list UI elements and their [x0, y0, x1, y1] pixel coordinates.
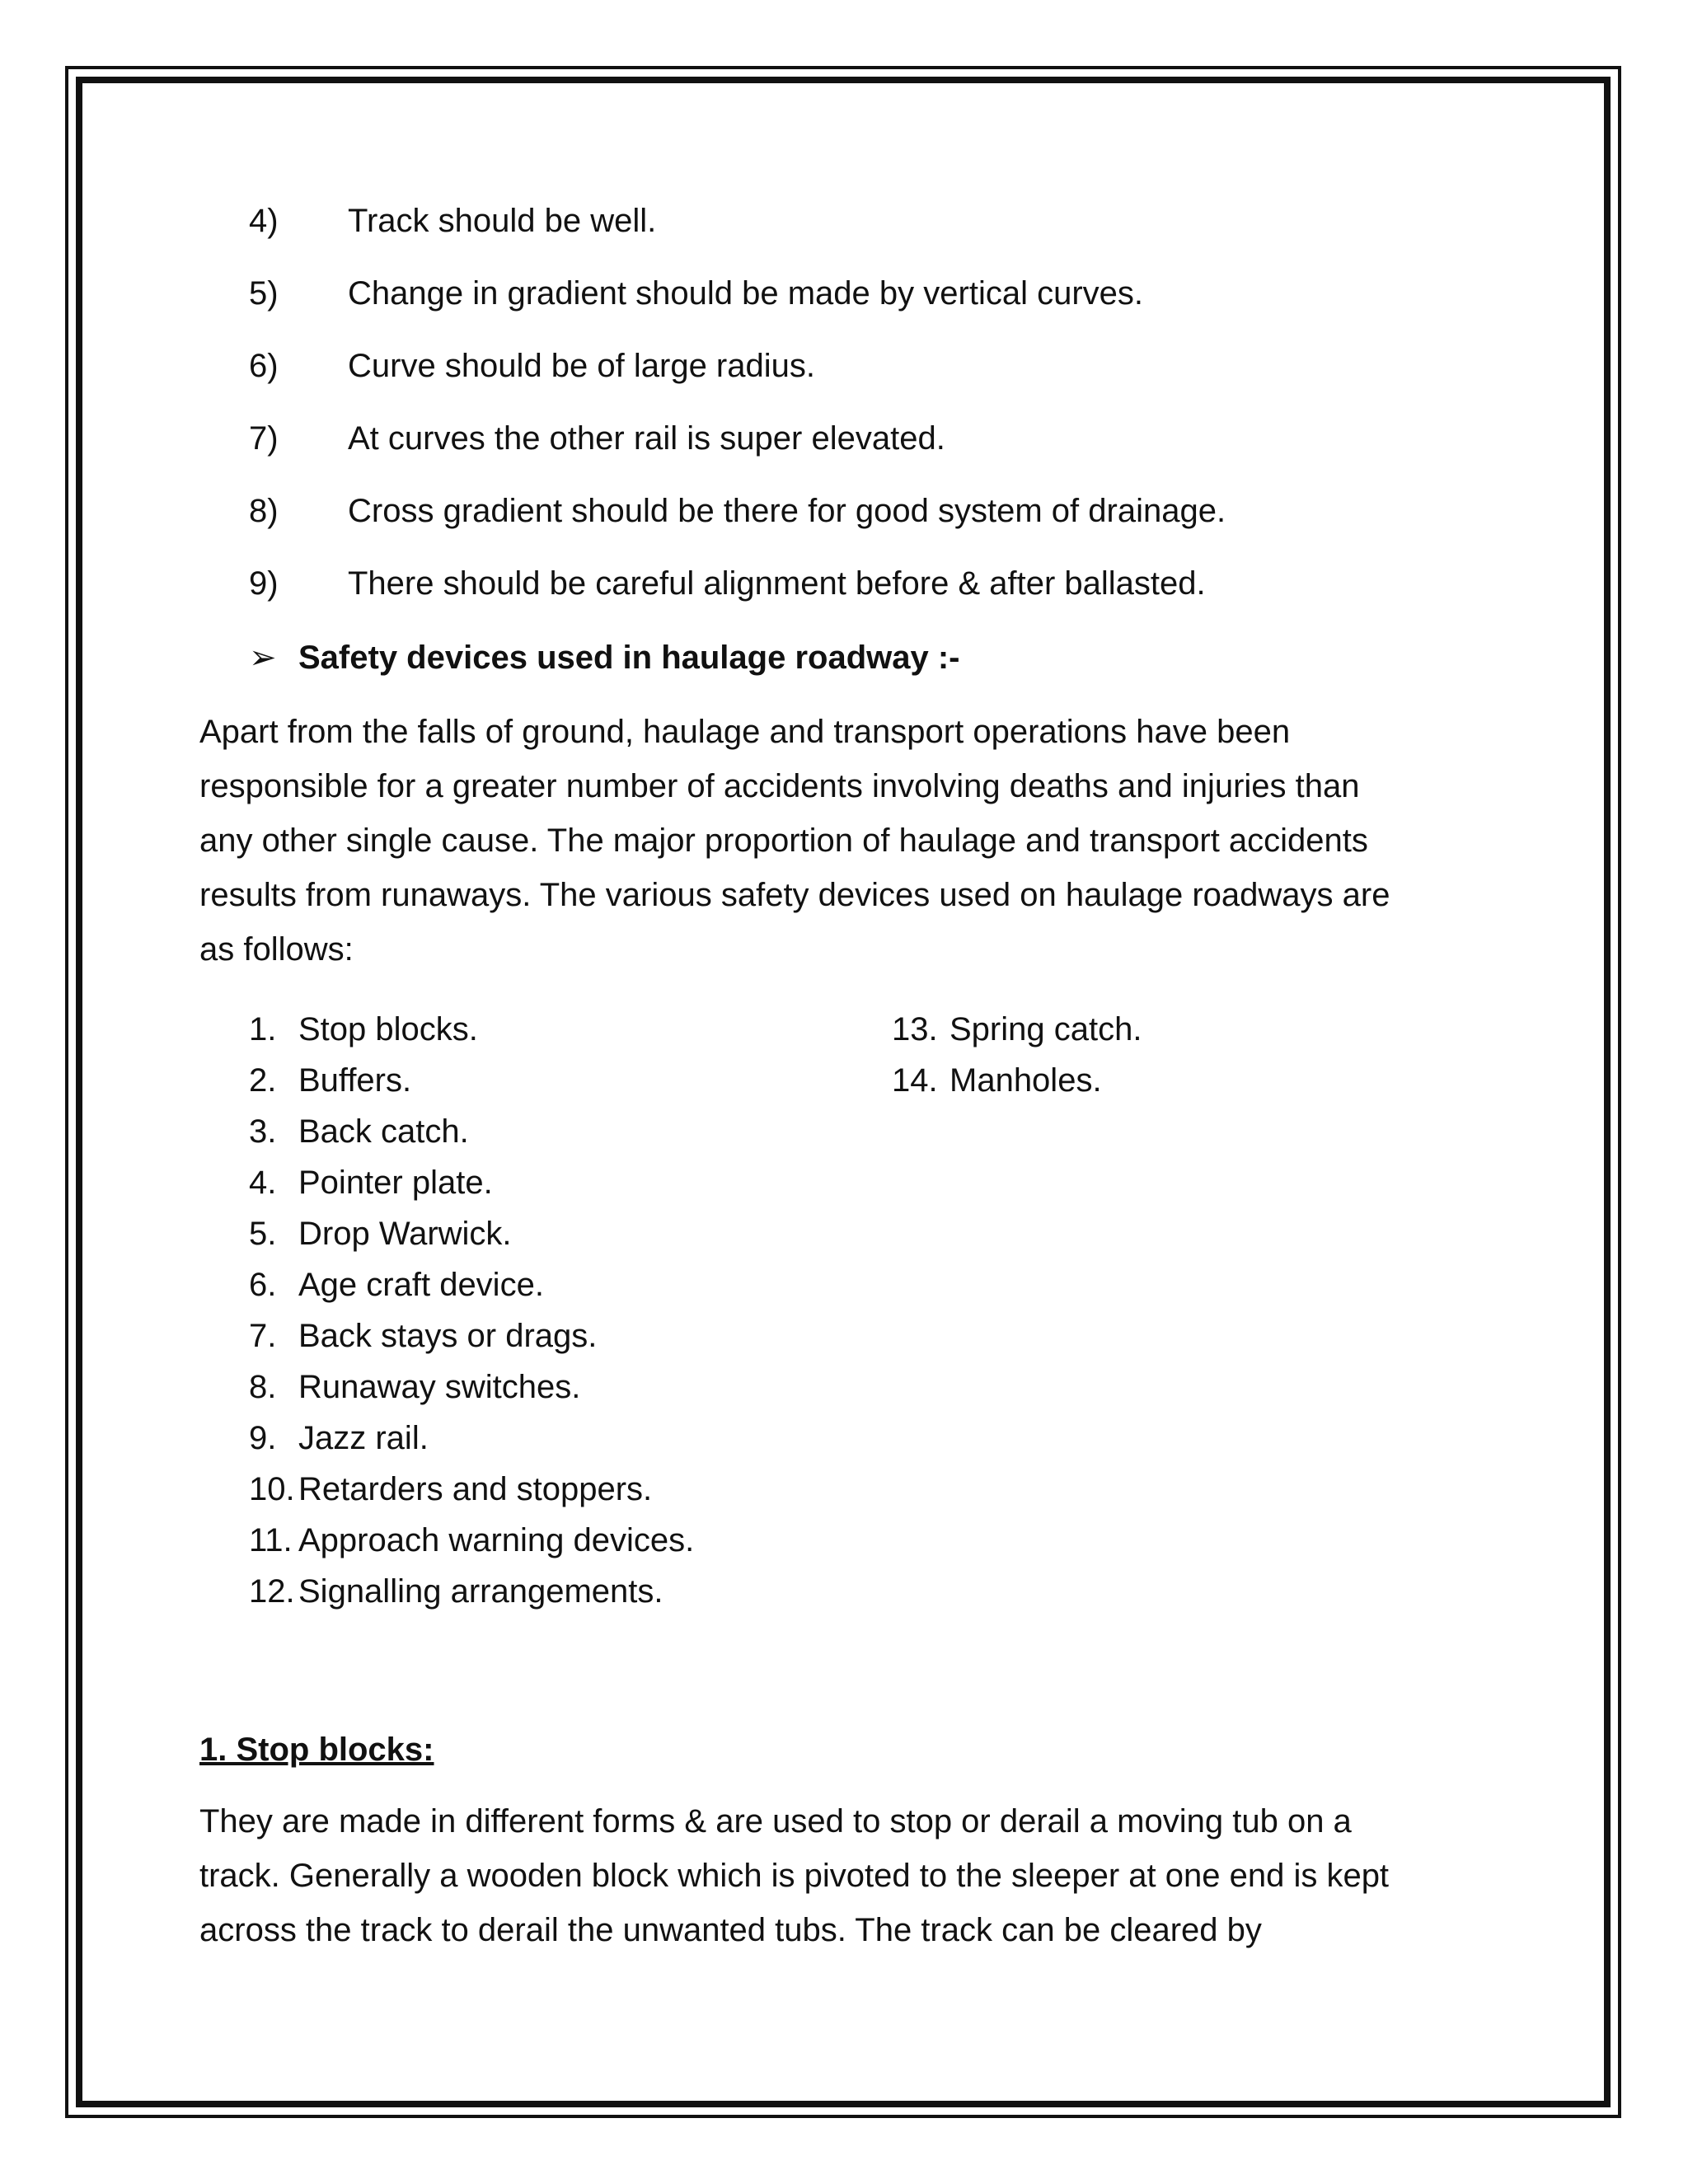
device-text: Stop blocks. — [298, 1011, 478, 1047]
device-item — [249, 1310, 826, 1361]
arrow-bullet-icon: ➢ — [249, 640, 277, 676]
device-number: 9. — [249, 1420, 277, 1456]
track-item-text: At curves the other rail is super elevated. — [348, 420, 945, 457]
paragraph-line: track. Generally a wooden block which is pivoted to the sleeper at one end is kept — [199, 1858, 1390, 1894]
track-item-number: 8) — [249, 493, 279, 529]
device-item — [892, 1004, 1386, 1055]
paragraph-line: responsible for a greater number of accidents involving deaths and injuries than — [199, 768, 1360, 804]
track-item-text: Curve should be of large radius. — [348, 348, 815, 384]
device-number: 7. — [249, 1318, 277, 1354]
device-item — [249, 1004, 826, 1055]
device-number: 4. — [249, 1165, 277, 1201]
device-number: 8. — [249, 1369, 277, 1405]
paragraph-line: as follows: — [199, 931, 354, 968]
track-item-text: There should be careful alignment before & after ballasted. — [348, 565, 1206, 602]
device-text: Back catch. — [298, 1113, 469, 1150]
track-item-number: 5) — [249, 275, 279, 312]
device-text: Spring catch. — [950, 1011, 1142, 1047]
device-text: Age craft device. — [298, 1267, 544, 1303]
device-number: 10. — [249, 1471, 295, 1507]
track-item-number: 9) — [249, 565, 279, 602]
device-text: Back stays or drags. — [298, 1318, 598, 1354]
device-number: 3. — [249, 1113, 277, 1150]
track-item-text: Track should be well. — [348, 203, 657, 239]
device-text: Runaway switches. — [298, 1369, 581, 1405]
paragraph-line: They are made in different forms & are used to stop or derail a moving tub on a — [199, 1803, 1352, 1840]
device-text: Pointer plate. — [298, 1165, 493, 1201]
device-text: Signalling arrangements. — [298, 1573, 663, 1610]
device-item — [249, 1361, 826, 1413]
device-text: Jazz rail. — [298, 1420, 429, 1456]
track-item-text: Change in gradient should be made by vertical curves. — [348, 275, 1143, 312]
stop-blocks-paragraph — [199, 1794, 1485, 1957]
device-item — [249, 1259, 826, 1310]
device-text: Manholes. — [950, 1062, 1102, 1099]
paragraph-line: across the track to derail the unwanted tubs. The track can be cleared by — [199, 1912, 1262, 1948]
intro-paragraph — [199, 705, 1485, 977]
devices-list-right — [892, 1004, 1386, 1106]
track-item-number: 7) — [249, 420, 279, 457]
track-item-number: 4) — [249, 203, 279, 239]
device-item — [249, 1055, 826, 1106]
device-text: Buffers. — [298, 1062, 412, 1099]
device-number: 6. — [249, 1267, 277, 1303]
device-number: 11. — [249, 1522, 293, 1558]
track-item-text: Cross gradient should be there for good system of drainage. — [348, 493, 1226, 529]
device-item — [249, 1106, 826, 1157]
stop-blocks-title: 1. Stop blocks: — [199, 1732, 434, 1768]
safety-devices-heading — [249, 630, 960, 685]
devices-list-left — [249, 1004, 826, 1617]
device-item — [249, 1413, 826, 1464]
device-text: Drop Warwick. — [298, 1216, 512, 1252]
device-number: 13. — [892, 1011, 938, 1047]
device-number: 12. — [249, 1573, 295, 1610]
track-item-number: 6) — [249, 348, 279, 384]
device-item — [249, 1208, 826, 1259]
device-number: 1. — [249, 1011, 277, 1047]
device-item — [249, 1566, 826, 1617]
device-number: 2. — [249, 1062, 277, 1099]
paragraph-line: Apart from the falls of ground, haulage and transport operations have been — [199, 714, 1291, 750]
device-item — [249, 1515, 826, 1566]
device-item — [249, 1464, 826, 1515]
paragraph-line: any other single cause. The major proportion of haulage and transport accidents — [199, 823, 1368, 859]
safety-devices-heading-text: Safety devices used in haulage roadway :- — [298, 640, 960, 676]
device-text: Retarders and stoppers. — [298, 1471, 653, 1507]
device-item — [249, 1157, 826, 1208]
device-number: 5. — [249, 1216, 277, 1252]
device-number: 14. — [892, 1062, 938, 1099]
device-item — [892, 1055, 1386, 1106]
device-text: Approach warning devices. — [298, 1522, 695, 1558]
paragraph-line: results from runaways. The various safety devices used on haulage roadways are — [199, 877, 1390, 913]
